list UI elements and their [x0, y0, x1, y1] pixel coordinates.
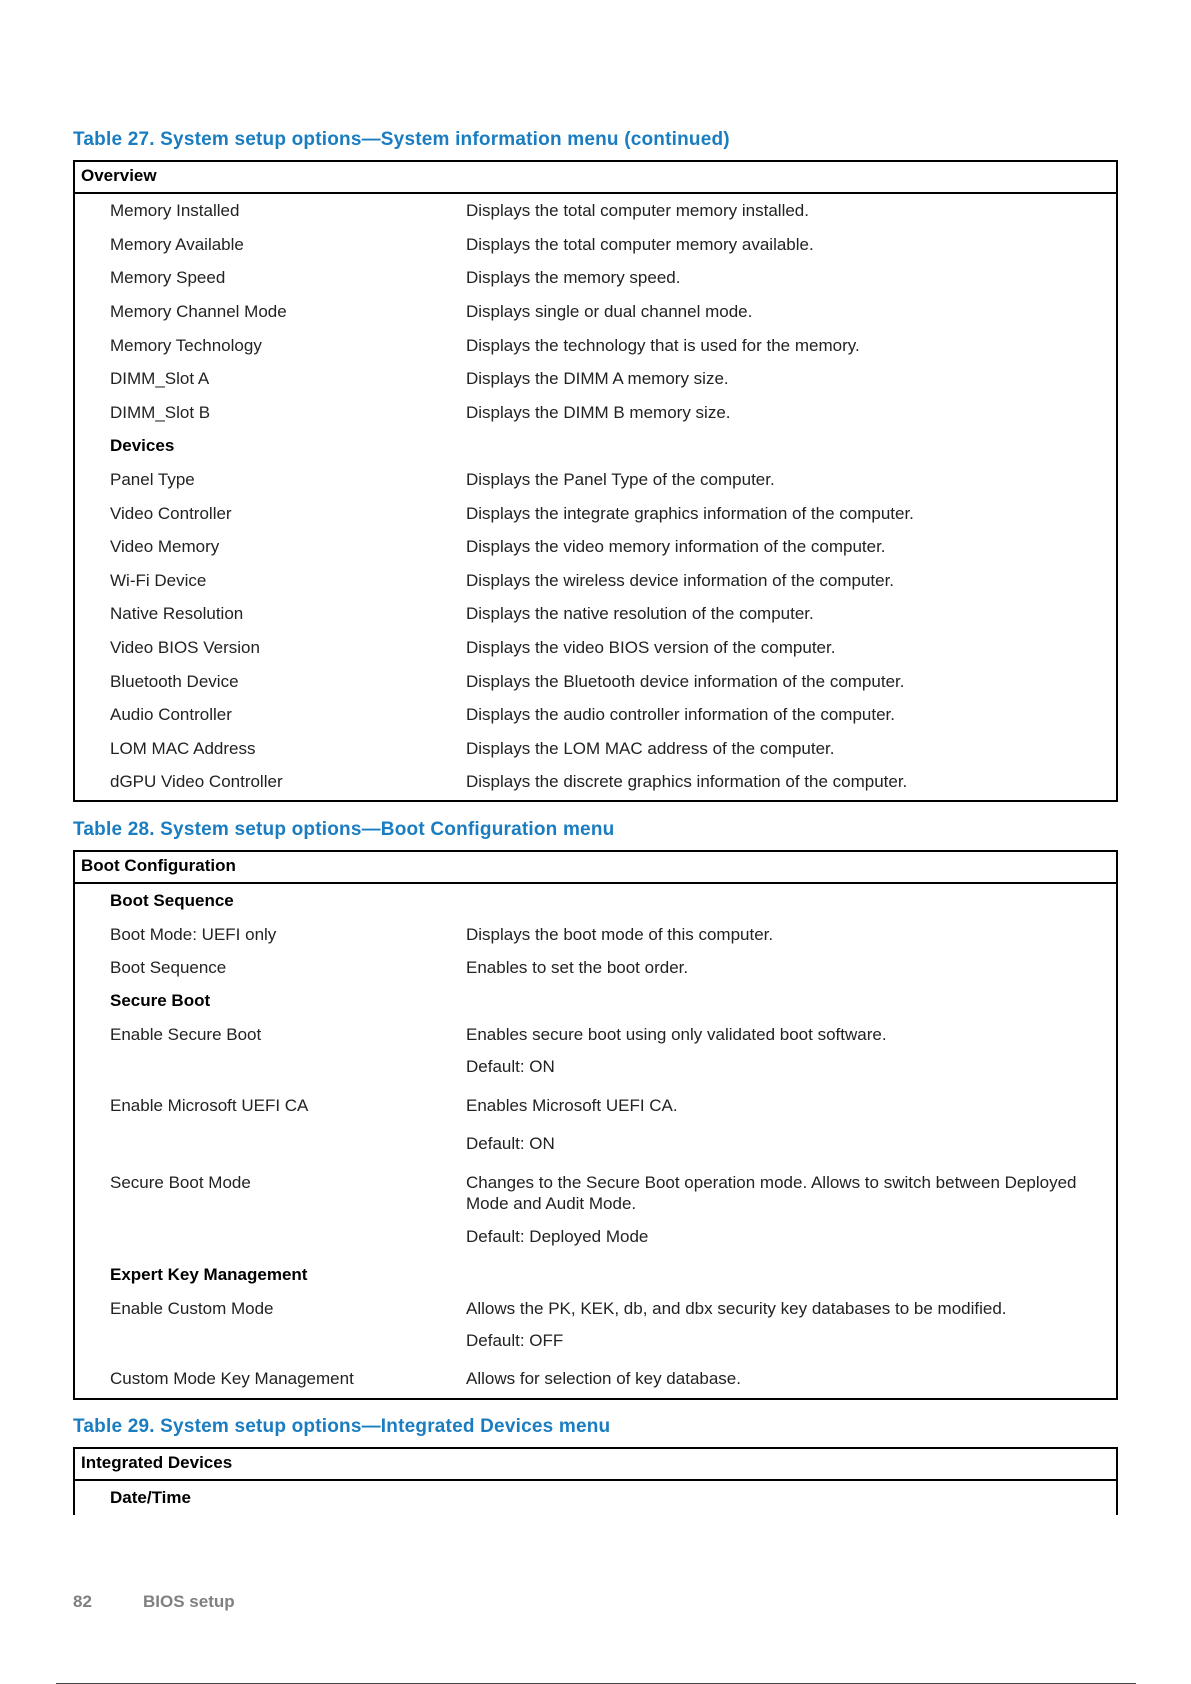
table-29-caption: Table 29. System setup options—Integrated Devices menu: [73, 1416, 611, 1437]
page-number: 82: [73, 1592, 92, 1611]
table-28-header: Boot Configuration: [73, 850, 1118, 884]
table-28-body: Boot Sequence Boot Mode: UEFI only Displays the boot mode of this computer. Boot Sequence Enables to set the boot order. Secure Boot Enable Secure Boot Enables secure boot using only validated boot software. Default: ON Enable Microsoft UEFI CA Enables Microsoft UEFI CA. Default: ON Secure Boot Mode Changes to the Secure Boot operation mode. Allows to switch between Deployed Mode and Audit Mode. Default: Deployed Mode Expert Key Management Enable Custom Mode Allows the PK, KEK, db, and dbx security key databases to be modified. Default: OFF Custom Mode Key Management Allows for selection of key database.: [73, 884, 1118, 1400]
table-27-caption: Table 27. System setup options—System information menu (continued): [73, 129, 730, 150]
table-27-header: Overview: [73, 160, 1118, 194]
table-27-body: Memory Installed Displays the total computer memory installed. Memory Available Displays the total computer memory available. Memory Speed Displays the memory speed. Memory Channel Mode Displays single or dual channel mode. Memory Technology Displays the technology that is used for the memory. DIMM_Slot A Displays the DIMM A memory size. DIMM_Slot B Displays the DIMM B memory size. Devices Panel Type Displays the Panel Type of the computer. Video Controller Displays the integrate graphics information of the computer. Video Memory Displays the video memory information of the computer. Wi-Fi Device Displays the wireless device information of the computer. Native Resolution Displays the native resolution of the computer. Video BIOS Version Displays the video BIOS version of the computer. Bluetooth Device Displays the Bluetooth device information of the computer. Audio Controller Displays the audio controller information of the computer. LOM MAC Address Displays the LOM MAC address of the computer. dGPU Video Controller Displays the discrete graphics information of the computer.: [73, 194, 1118, 802]
table-28-caption: Table 28. System setup options—Boot Configuration menu: [73, 819, 615, 840]
table-29-header: Integrated Devices: [73, 1447, 1118, 1481]
footer-section-title: BIOS setup: [143, 1592, 235, 1611]
table-29-body: Date/Time: [73, 1481, 1118, 1515]
